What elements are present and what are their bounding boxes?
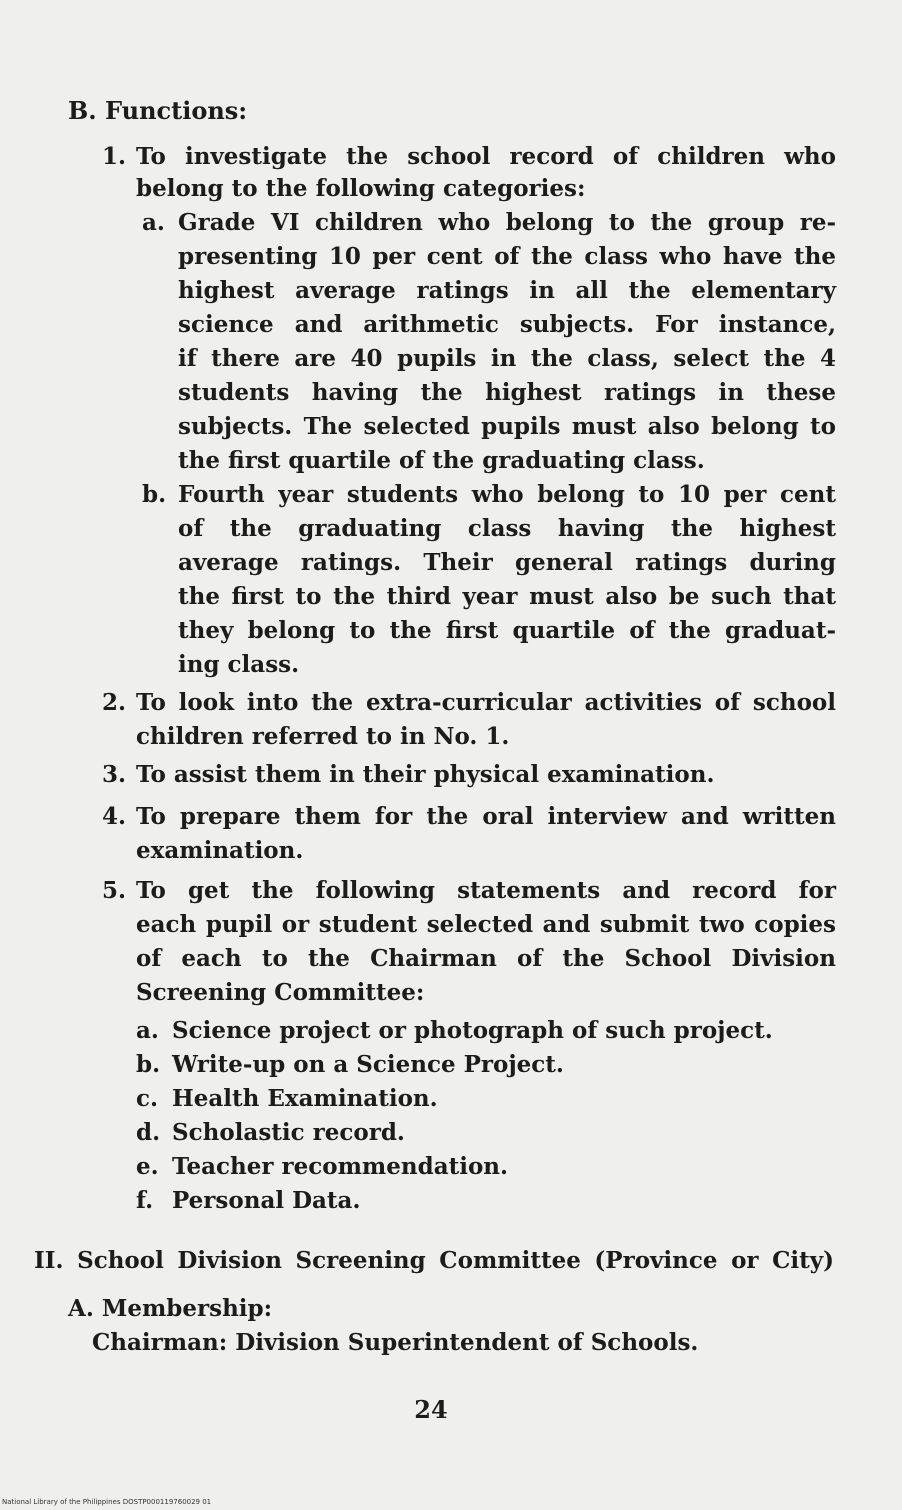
item-2-number: 2. (102, 689, 127, 716)
item-5d-letter: d. (136, 1119, 161, 1146)
item-1b-line-6: ing class. (178, 651, 300, 678)
item-1a-letter: a. (142, 209, 165, 236)
item-5e-text: Teacher recommendation. (172, 1153, 509, 1180)
item-1b-letter: b. (142, 481, 167, 508)
item-1-number: 1. (102, 143, 127, 170)
item-5e-letter: e. (136, 1153, 159, 1180)
item-1b-line-1: Fourth year students who belong to 10 per cent (178, 481, 836, 508)
item-5-line-2: each pupil or student selected and submit two copies (136, 911, 836, 938)
item-1b-line-4: the first to the third year must also be such that (178, 583, 836, 610)
item-1-line-2: belong to the following categories: (136, 175, 586, 202)
library-footer: National Library of the Philippines DOSTP000119760029 01 (2, 1498, 212, 1506)
item-4-number: 4. (102, 803, 127, 830)
item-1a-line-8: the first quartile of the graduating class. (178, 447, 705, 474)
item-5b-text: Write-up on a Science Project. (172, 1051, 564, 1078)
item-5c-text: Health Examination. (172, 1085, 438, 1112)
item-3-line-1: To assist them in their physical examination. (136, 761, 715, 788)
item-1a-line-7: subjects. The selected pupils must also belong to (178, 413, 836, 440)
item-3-number: 3. (102, 761, 127, 788)
chairman-line: Chairman: Division Superintendent of Schools. (92, 1329, 699, 1356)
item-1b-line-2: of the graduating class having the highest (178, 515, 836, 542)
section-b-heading: B. Functions: (68, 96, 248, 125)
item-1a-line-3: highest average ratings in all the elementary (178, 277, 836, 304)
item-1a-line-2: presenting 10 per cent of the class who have the (178, 243, 836, 270)
section-ii-subheading: A. Membership: (68, 1295, 273, 1322)
item-5-line-4: Screening Committee: (136, 979, 425, 1006)
item-5a-text: Science project or photograph of such project. (172, 1017, 773, 1044)
item-5f-text: Personal Data. (172, 1187, 361, 1214)
item-1b-line-3: average ratings. Their general ratings during (178, 549, 836, 576)
item-5-line-3: of each to the Chairman of the School Division (136, 945, 836, 972)
item-5d-text: Scholastic record. (172, 1119, 405, 1146)
item-4-line-2: examination. (136, 837, 304, 864)
item-5a-letter: a. (136, 1017, 159, 1044)
item-1a-line-4: science and arithmetic subjects. For instance, (178, 311, 836, 338)
item-5-number: 5. (102, 877, 127, 904)
section-ii-heading: II. School Division Screening Committee (Province or City) (34, 1247, 834, 1274)
item-5f-letter: f. (136, 1187, 154, 1214)
item-2-line-2: children referred to in No. 1. (136, 723, 510, 750)
item-1-line-1: To investigate the school record of children who (136, 143, 836, 170)
item-1a-line-5: if there are 40 pupils in the class, select the 4 (178, 345, 836, 372)
item-2-line-1: To look into the extra-curricular activities of school (136, 689, 836, 716)
item-1a-line-1: Grade VI children who belong to the group re- (178, 209, 836, 236)
item-5c-letter: c. (136, 1085, 159, 1112)
item-5b-letter: b. (136, 1051, 161, 1078)
item-5-line-1: To get the following statements and record for (136, 877, 836, 904)
item-4-line-1: To prepare them for the oral interview and written (136, 803, 836, 830)
item-1b-line-5: they belong to the first quartile of the graduat- (178, 617, 836, 644)
page-number: 24 (414, 1395, 448, 1424)
item-1a-line-6: students having the highest ratings in these (178, 379, 836, 406)
